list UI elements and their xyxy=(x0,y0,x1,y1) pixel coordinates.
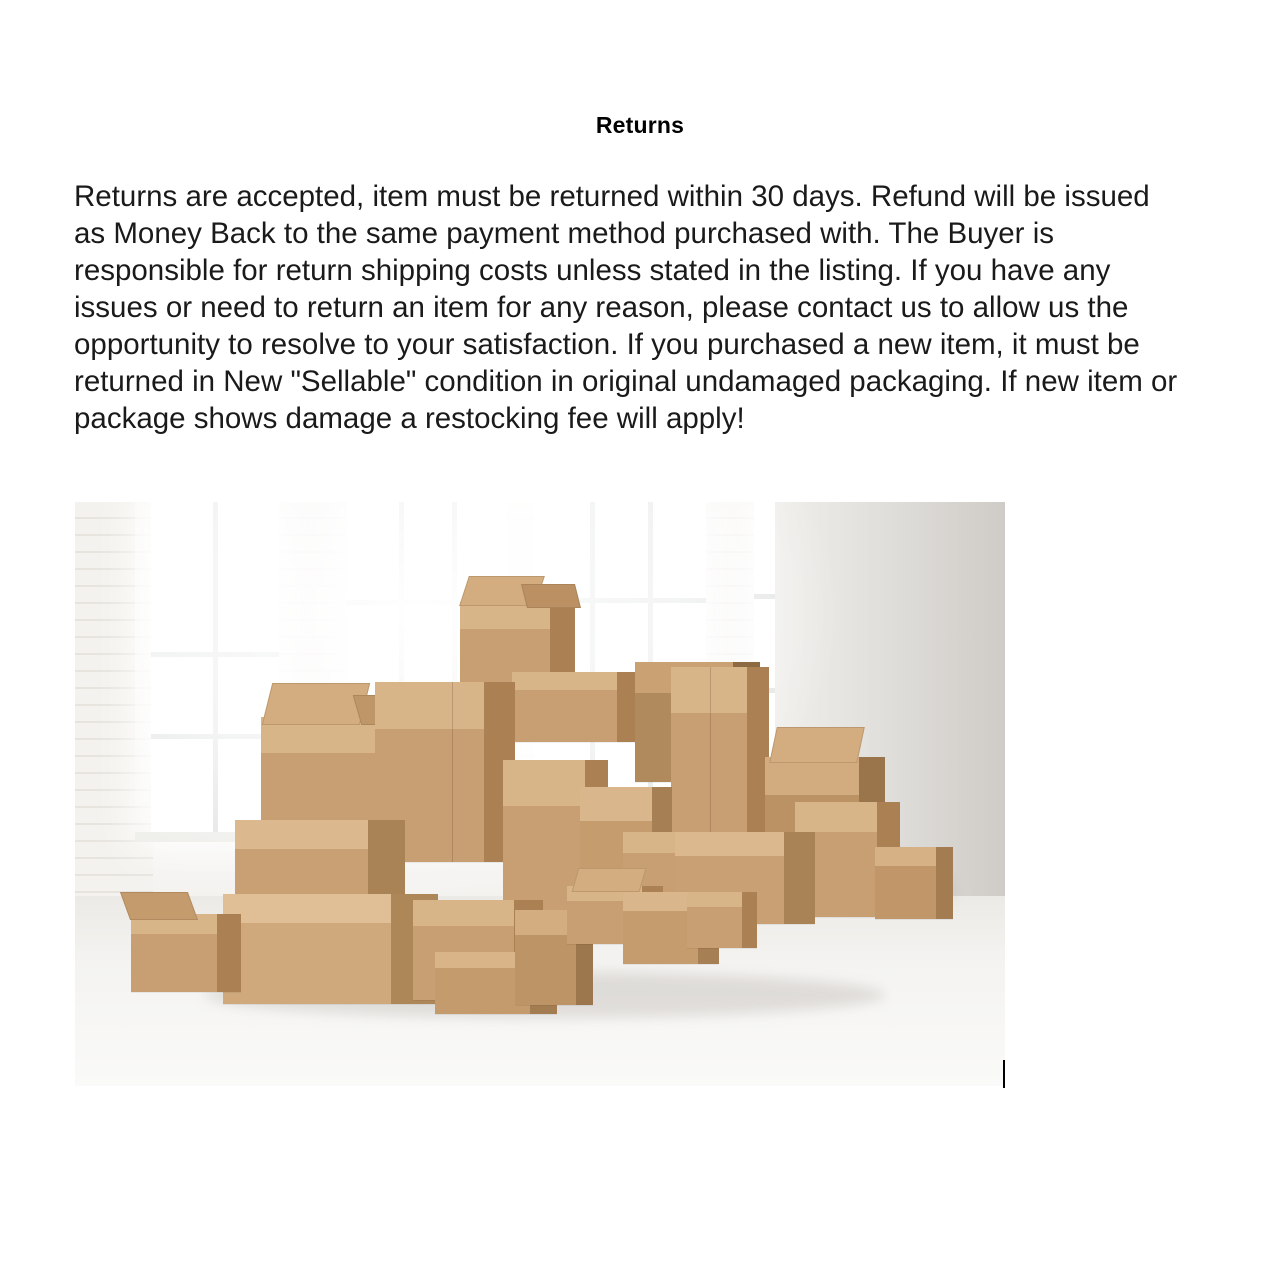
returns-policy-text: Returns are accepted, item must be returned within 30 days. Refund will be issued as Money Back to the same payment method purchased with. The Buyer is responsible for return shipping costs unless stated in the listing. If you have any issues or need to return an item for any reason, please contact us to allow us the opportunity to resolve to your satisfaction. If you purchased a new item, it must be returned in New "Sellable" condition in original undamaged packaging. If new item or package shows damage a restocking fee will apply! xyxy=(74,180,1178,435)
cardboard-box xyxy=(687,892,757,948)
cardboard-box-open xyxy=(131,914,241,992)
cardboard-box xyxy=(875,847,953,919)
cardboard-box xyxy=(512,672,647,742)
window xyxy=(151,502,279,832)
page-title: Returns xyxy=(595,112,685,138)
brick-wall-segment xyxy=(75,502,153,932)
text-cursor xyxy=(1003,1060,1005,1088)
cardboard-box xyxy=(671,667,769,842)
cardboard-box xyxy=(223,894,438,1004)
boxes-photo xyxy=(75,502,1005,1086)
